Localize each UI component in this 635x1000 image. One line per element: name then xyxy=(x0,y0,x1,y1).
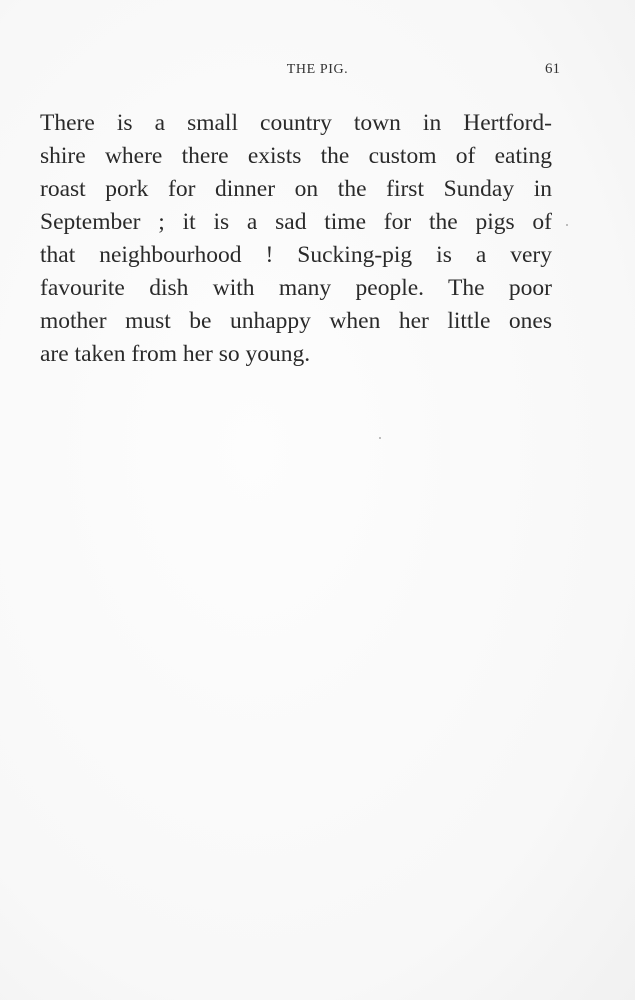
text-line: are taken from her so young. xyxy=(40,341,311,367)
text-line: favourite dish with many people. The poor xyxy=(40,275,552,301)
text-line: shire where there exists the custom of eating xyxy=(40,143,552,169)
text-line: September ; it is a sad time for the pigs of xyxy=(40,209,552,235)
paper-speck xyxy=(566,224,568,226)
text-line: There is a small country town in Hertford- xyxy=(40,110,552,136)
page-number: 61 xyxy=(545,61,560,77)
text-line: that neighbourhood ! Sucking-pig is a very xyxy=(40,242,552,268)
body-paragraph xyxy=(40,107,552,371)
text-line: roast pork for dinner on the first Sunday in xyxy=(40,176,552,202)
paper-speck xyxy=(379,437,381,439)
running-title: THE PIG. xyxy=(286,62,349,77)
text-line: mother must be unhappy when her little ones xyxy=(40,308,552,334)
